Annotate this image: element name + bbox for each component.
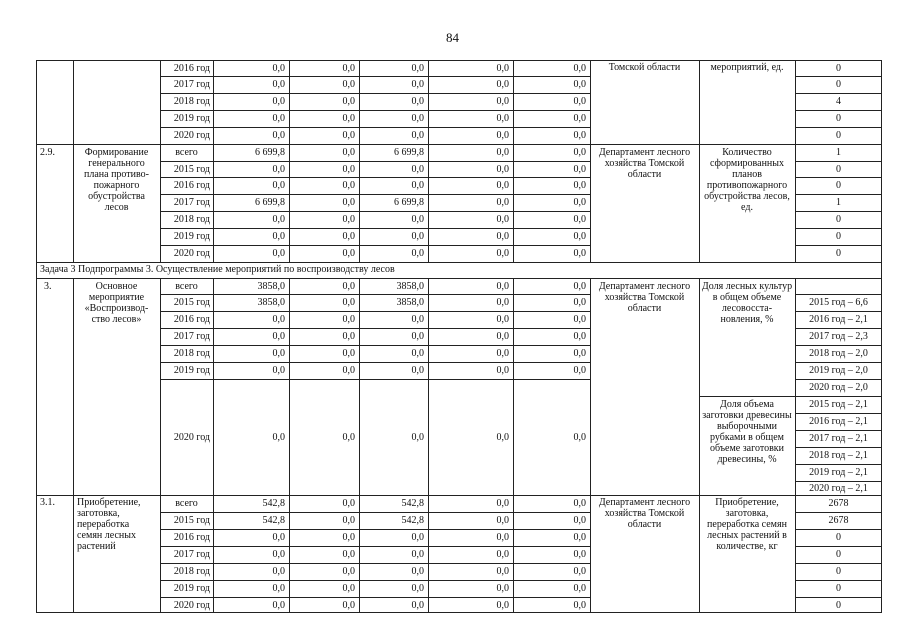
amount-cell: 0,0 [573, 331, 586, 342]
amount-cell: 0,0 [272, 113, 285, 124]
indicator-value: 2017 год – 2,1 [809, 433, 868, 444]
amount-cell: 0,0 [573, 248, 586, 259]
amount-cell: 0,0 [573, 280, 586, 292]
year-label: 2015 год [173, 163, 210, 175]
indicator-value: 2020 год – 2,1 [809, 482, 868, 494]
indicator-text: Доля лесных культур в общем объеме лесовосста-новления, % [701, 281, 793, 325]
amount-cell: 0,0 [411, 348, 424, 359]
amount-cell: 0,0 [573, 297, 586, 308]
item-number: 3.1. [40, 497, 55, 508]
amount-cell: 0,0 [272, 62, 285, 74]
year-label: 2019 год [173, 583, 210, 594]
amount-cell: 0,0 [342, 549, 355, 560]
amount-cell: 0,0 [411, 583, 424, 594]
amount-cell: 0,0 [496, 180, 509, 191]
amount-cell: 0,0 [496, 147, 509, 158]
indicator-value: 0 [836, 248, 841, 259]
amount-cell: 0,0 [411, 314, 424, 325]
amount-cell: 0,0 [342, 297, 355, 308]
year-label: 2020 год [173, 248, 210, 259]
table-rule [699, 278, 700, 613]
indicator-value: 2678 [828, 515, 849, 526]
item-number: 3. [44, 281, 52, 292]
amount-cell: 0,0 [272, 532, 285, 543]
table-rule [160, 278, 161, 613]
year-label: 2015 год [173, 515, 210, 526]
amount-cell: 0,0 [573, 515, 586, 526]
year-label: 2020 год [173, 431, 210, 443]
amount-cell: 542,8 [262, 498, 285, 509]
table-rule [590, 278, 591, 613]
amount-cell: 0,0 [272, 566, 285, 577]
amount-cell: 0,0 [342, 532, 355, 543]
indicator-value: 2017 год – 2,3 [809, 331, 868, 342]
executor-text: Департамент лесного хозяйства Томской области [598, 497, 691, 530]
amount-cell: 0,0 [573, 231, 586, 242]
amount-cell: 0,0 [342, 180, 355, 191]
table-rule [699, 396, 795, 397]
table-rule [428, 60, 429, 262]
indicator-value: 0 [836, 113, 841, 124]
amount-cell: 0,0 [411, 599, 424, 611]
table-rule [289, 278, 290, 613]
amount-cell: 0,0 [342, 280, 355, 292]
amount-cell: 0,0 [342, 431, 355, 443]
item-name: Приобретение, заготовка, переработка семян лесных растений [77, 497, 141, 552]
amount-cell: 0,0 [411, 130, 424, 141]
amount-cell: 0,0 [272, 549, 285, 560]
item-name: Формирование генерального плана противо-пожарного обустройства лесов [84, 147, 149, 213]
indicator-value: 0 [836, 231, 841, 242]
amount-cell: 0,0 [342, 365, 355, 376]
amount-cell: 3858,0 [396, 297, 424, 308]
indicator-value: 0 [836, 62, 841, 74]
amount-cell: 0,0 [496, 130, 509, 141]
indicator-value: 0 [836, 532, 841, 543]
amount-cell: 0,0 [573, 62, 586, 74]
indicator-text: Приобретение, заготовка, переработка семян лесных растений в количестве, кг [707, 497, 787, 552]
amount-cell: 0,0 [272, 431, 285, 443]
year-label: 2016 год [173, 62, 210, 74]
amount-cell: 0,0 [496, 583, 509, 594]
amount-cell: 0,0 [342, 599, 355, 611]
amount-cell: 0,0 [272, 599, 285, 611]
table-rule [795, 60, 796, 144]
page-number: 84 [446, 30, 459, 45]
amount-cell: 0,0 [411, 180, 424, 191]
amount-cell: 0,0 [573, 498, 586, 509]
amount-cell: 0,0 [342, 79, 355, 90]
item-name: Основное мероприятие «Воспроизвод-ство лесов» [84, 281, 149, 325]
amount-cell: 0,0 [411, 231, 424, 242]
amount-cell: 6 699,8 [394, 197, 424, 208]
year-label: 2019 год [173, 113, 210, 124]
indicator-text: Доля объема заготовки древесины выборочными рубками в общем объеме заготовки древесины, % [702, 399, 792, 465]
amount-cell: 0,0 [342, 214, 355, 225]
amount-cell: 0,0 [272, 130, 285, 141]
amount-cell: 0,0 [573, 583, 586, 594]
amount-cell: 0,0 [573, 348, 586, 359]
table-rule [795, 278, 796, 613]
indicator-value: 2015 год – 6,6 [809, 297, 868, 308]
amount-cell: 0,0 [272, 96, 285, 107]
amount-cell: 0,0 [573, 147, 586, 158]
task-header: Задача 3 Подпрограммы 3. Осуществление мероприятий по воспроизводству лесов [40, 264, 395, 275]
indicator-value: 0 [836, 599, 841, 611]
amount-cell: 6 699,8 [394, 147, 424, 158]
amount-cell: 0,0 [496, 231, 509, 242]
table-rule [359, 60, 360, 262]
amount-cell: 0,0 [272, 365, 285, 376]
amount-cell: 0,0 [496, 113, 509, 124]
amount-cell: 0,0 [496, 79, 509, 90]
amount-cell: 0,0 [496, 297, 509, 308]
amount-cell: 0,0 [342, 147, 355, 158]
table-rule [513, 278, 514, 613]
amount-cell: 0,0 [496, 214, 509, 225]
amount-cell: 0,0 [573, 113, 586, 124]
amount-cell: 0,0 [342, 348, 355, 359]
amount-cell: 0,0 [272, 214, 285, 225]
amount-cell: 0,0 [496, 248, 509, 259]
amount-cell: 0,0 [342, 96, 355, 107]
indicator-value: 4 [836, 96, 841, 107]
table-rule [213, 60, 214, 262]
amount-cell: 0,0 [272, 231, 285, 242]
amount-cell: 0,0 [342, 314, 355, 325]
year-label: 2018 год [173, 214, 210, 225]
indicator-value: 2015 год – 2,1 [809, 399, 868, 410]
amount-cell: 0,0 [573, 79, 586, 90]
executor-text: Департамент лесного хозяйства Томской области [598, 281, 691, 314]
amount-cell: 0,0 [573, 599, 586, 611]
amount-cell: 0,0 [411, 549, 424, 560]
amount-cell: 6 699,8 [255, 197, 285, 208]
executor-text: Томской области [608, 62, 681, 73]
indicator-value: 2018 год – 2,0 [809, 348, 868, 359]
amount-cell: 0,0 [342, 331, 355, 342]
year-label: 2019 год [173, 365, 210, 376]
amount-cell: 0,0 [573, 96, 586, 107]
year-label: 2016 год [173, 532, 210, 543]
amount-cell: 0,0 [573, 214, 586, 225]
amount-cell: 3858,0 [257, 280, 285, 292]
year-label: 2018 год [173, 96, 210, 107]
amount-cell: 0,0 [496, 197, 509, 208]
amount-cell: 0,0 [411, 62, 424, 74]
table-rule [699, 60, 700, 262]
table-rule [73, 278, 74, 613]
indicator-text: мероприятий, ед. [710, 62, 784, 73]
indicator-value: 2019 год – 2,0 [809, 365, 868, 376]
amount-cell: 0,0 [342, 130, 355, 141]
amount-cell: 0,0 [573, 163, 586, 175]
amount-cell: 0,0 [496, 314, 509, 325]
amount-cell: 0,0 [496, 163, 509, 175]
year-label: 2020 год [173, 599, 210, 611]
year-label: 2018 год [173, 566, 210, 577]
amount-cell: 0,0 [272, 583, 285, 594]
amount-cell: 0,0 [411, 214, 424, 225]
year-label: 2020 год [173, 130, 210, 141]
amount-cell: 0,0 [342, 163, 355, 175]
amount-cell: 542,8 [262, 515, 285, 526]
amount-cell: 0,0 [272, 248, 285, 259]
year-label: 2017 год [173, 549, 210, 560]
amount-cell: 3858,0 [396, 280, 424, 292]
table-rule [213, 278, 214, 613]
table-rule [36, 262, 882, 263]
amount-cell: 0,0 [272, 331, 285, 342]
amount-cell: 0,0 [573, 566, 586, 577]
amount-cell: 0,0 [496, 331, 509, 342]
amount-cell: 0,0 [342, 62, 355, 74]
indicator-value: 2018 год – 2,1 [809, 450, 868, 461]
indicator-value: 2020 год – 2,0 [809, 382, 868, 393]
indicator-value: 0 [836, 180, 841, 191]
amount-cell: 0,0 [272, 314, 285, 325]
amount-cell: 0,0 [496, 348, 509, 359]
amount-cell: 0,0 [272, 163, 285, 175]
amount-cell: 0,0 [411, 431, 424, 443]
table-rule [428, 278, 429, 613]
indicator-value: 1 [836, 197, 841, 208]
executor-text: Департамент лесного хозяйства Томской области [598, 147, 691, 180]
indicator-value: 2016 год – 2,1 [809, 416, 868, 427]
amount-cell: 0,0 [342, 583, 355, 594]
amount-cell: 0,0 [573, 180, 586, 191]
amount-cell: 0,0 [496, 431, 509, 443]
table-rule [359, 278, 360, 613]
year-label: 2018 год [173, 348, 210, 359]
amount-cell: 0,0 [342, 113, 355, 124]
amount-cell: 0,0 [272, 348, 285, 359]
amount-cell: 0,0 [411, 365, 424, 376]
indicator-value: 0 [836, 79, 841, 90]
amount-cell: 0,0 [411, 331, 424, 342]
amount-cell: 0,0 [342, 248, 355, 259]
year-label: всего [175, 498, 198, 509]
amount-cell: 0,0 [573, 549, 586, 560]
amount-cell: 0,0 [342, 498, 355, 509]
indicator-value: 0 [836, 214, 841, 225]
amount-cell: 0,0 [342, 231, 355, 242]
amount-cell: 0,0 [272, 180, 285, 191]
year-label: 2019 год [173, 231, 210, 242]
amount-cell: 0,0 [496, 599, 509, 611]
year-label: 2017 год [173, 79, 210, 90]
amount-cell: 0,0 [573, 365, 586, 376]
indicator-value: 2678 [828, 498, 849, 509]
amount-cell: 0,0 [411, 163, 424, 175]
table-rule [590, 60, 591, 262]
year-label: 2017 год [173, 197, 210, 208]
amount-cell: 0,0 [496, 96, 509, 107]
amount-cell: 0,0 [411, 532, 424, 543]
year-label: всего [175, 147, 198, 158]
amount-cell: 542,8 [401, 498, 424, 509]
table-rule [73, 60, 74, 262]
table-rule [289, 60, 290, 262]
indicator-value: 2019 год – 2,1 [809, 467, 868, 478]
amount-cell: 0,0 [496, 498, 509, 509]
amount-cell: 0,0 [496, 62, 509, 74]
table-rule [160, 60, 161, 262]
indicator-text: Количество сформированных планов противопожарного обустройства лесов, ед. [704, 147, 790, 213]
amount-cell: 0,0 [496, 549, 509, 560]
indicator-value: 0 [836, 549, 841, 560]
year-label: 2017 год [173, 331, 210, 342]
year-label: всего [175, 280, 198, 292]
indicator-value: 0 [836, 130, 841, 141]
amount-cell: 3858,0 [257, 297, 285, 308]
amount-cell: 0,0 [573, 314, 586, 325]
amount-cell: 0,0 [272, 79, 285, 90]
year-label: 2016 год [173, 180, 210, 191]
year-label: 2016 год [173, 314, 210, 325]
amount-cell: 0,0 [342, 566, 355, 577]
amount-cell: 0,0 [496, 365, 509, 376]
item-number: 2.9. [40, 147, 55, 158]
amount-cell: 0,0 [573, 130, 586, 141]
indicator-value: 0 [836, 583, 841, 594]
table-rule [513, 60, 514, 262]
amount-cell: 0,0 [496, 532, 509, 543]
year-label: 2015 год [173, 297, 210, 308]
amount-cell: 0,0 [342, 515, 355, 526]
indicator-value: 1 [836, 147, 841, 158]
indicator-value: 0 [836, 163, 841, 175]
amount-cell: 0,0 [411, 96, 424, 107]
amount-cell: 0,0 [496, 566, 509, 577]
amount-cell: 0,0 [573, 197, 586, 208]
amount-cell: 0,0 [496, 515, 509, 526]
amount-cell: 0,0 [573, 532, 586, 543]
amount-cell: 6 699,8 [255, 147, 285, 158]
amount-cell: 0,0 [342, 197, 355, 208]
amount-cell: 0,0 [573, 431, 586, 443]
amount-cell: 0,0 [411, 248, 424, 259]
amount-cell: 542,8 [401, 515, 424, 526]
amount-cell: 0,0 [411, 113, 424, 124]
amount-cell: 0,0 [411, 79, 424, 90]
indicator-value: 2016 год – 2,1 [809, 314, 868, 325]
amount-cell: 0,0 [496, 280, 509, 292]
indicator-value: 0 [836, 566, 841, 577]
amount-cell: 0,0 [411, 566, 424, 577]
